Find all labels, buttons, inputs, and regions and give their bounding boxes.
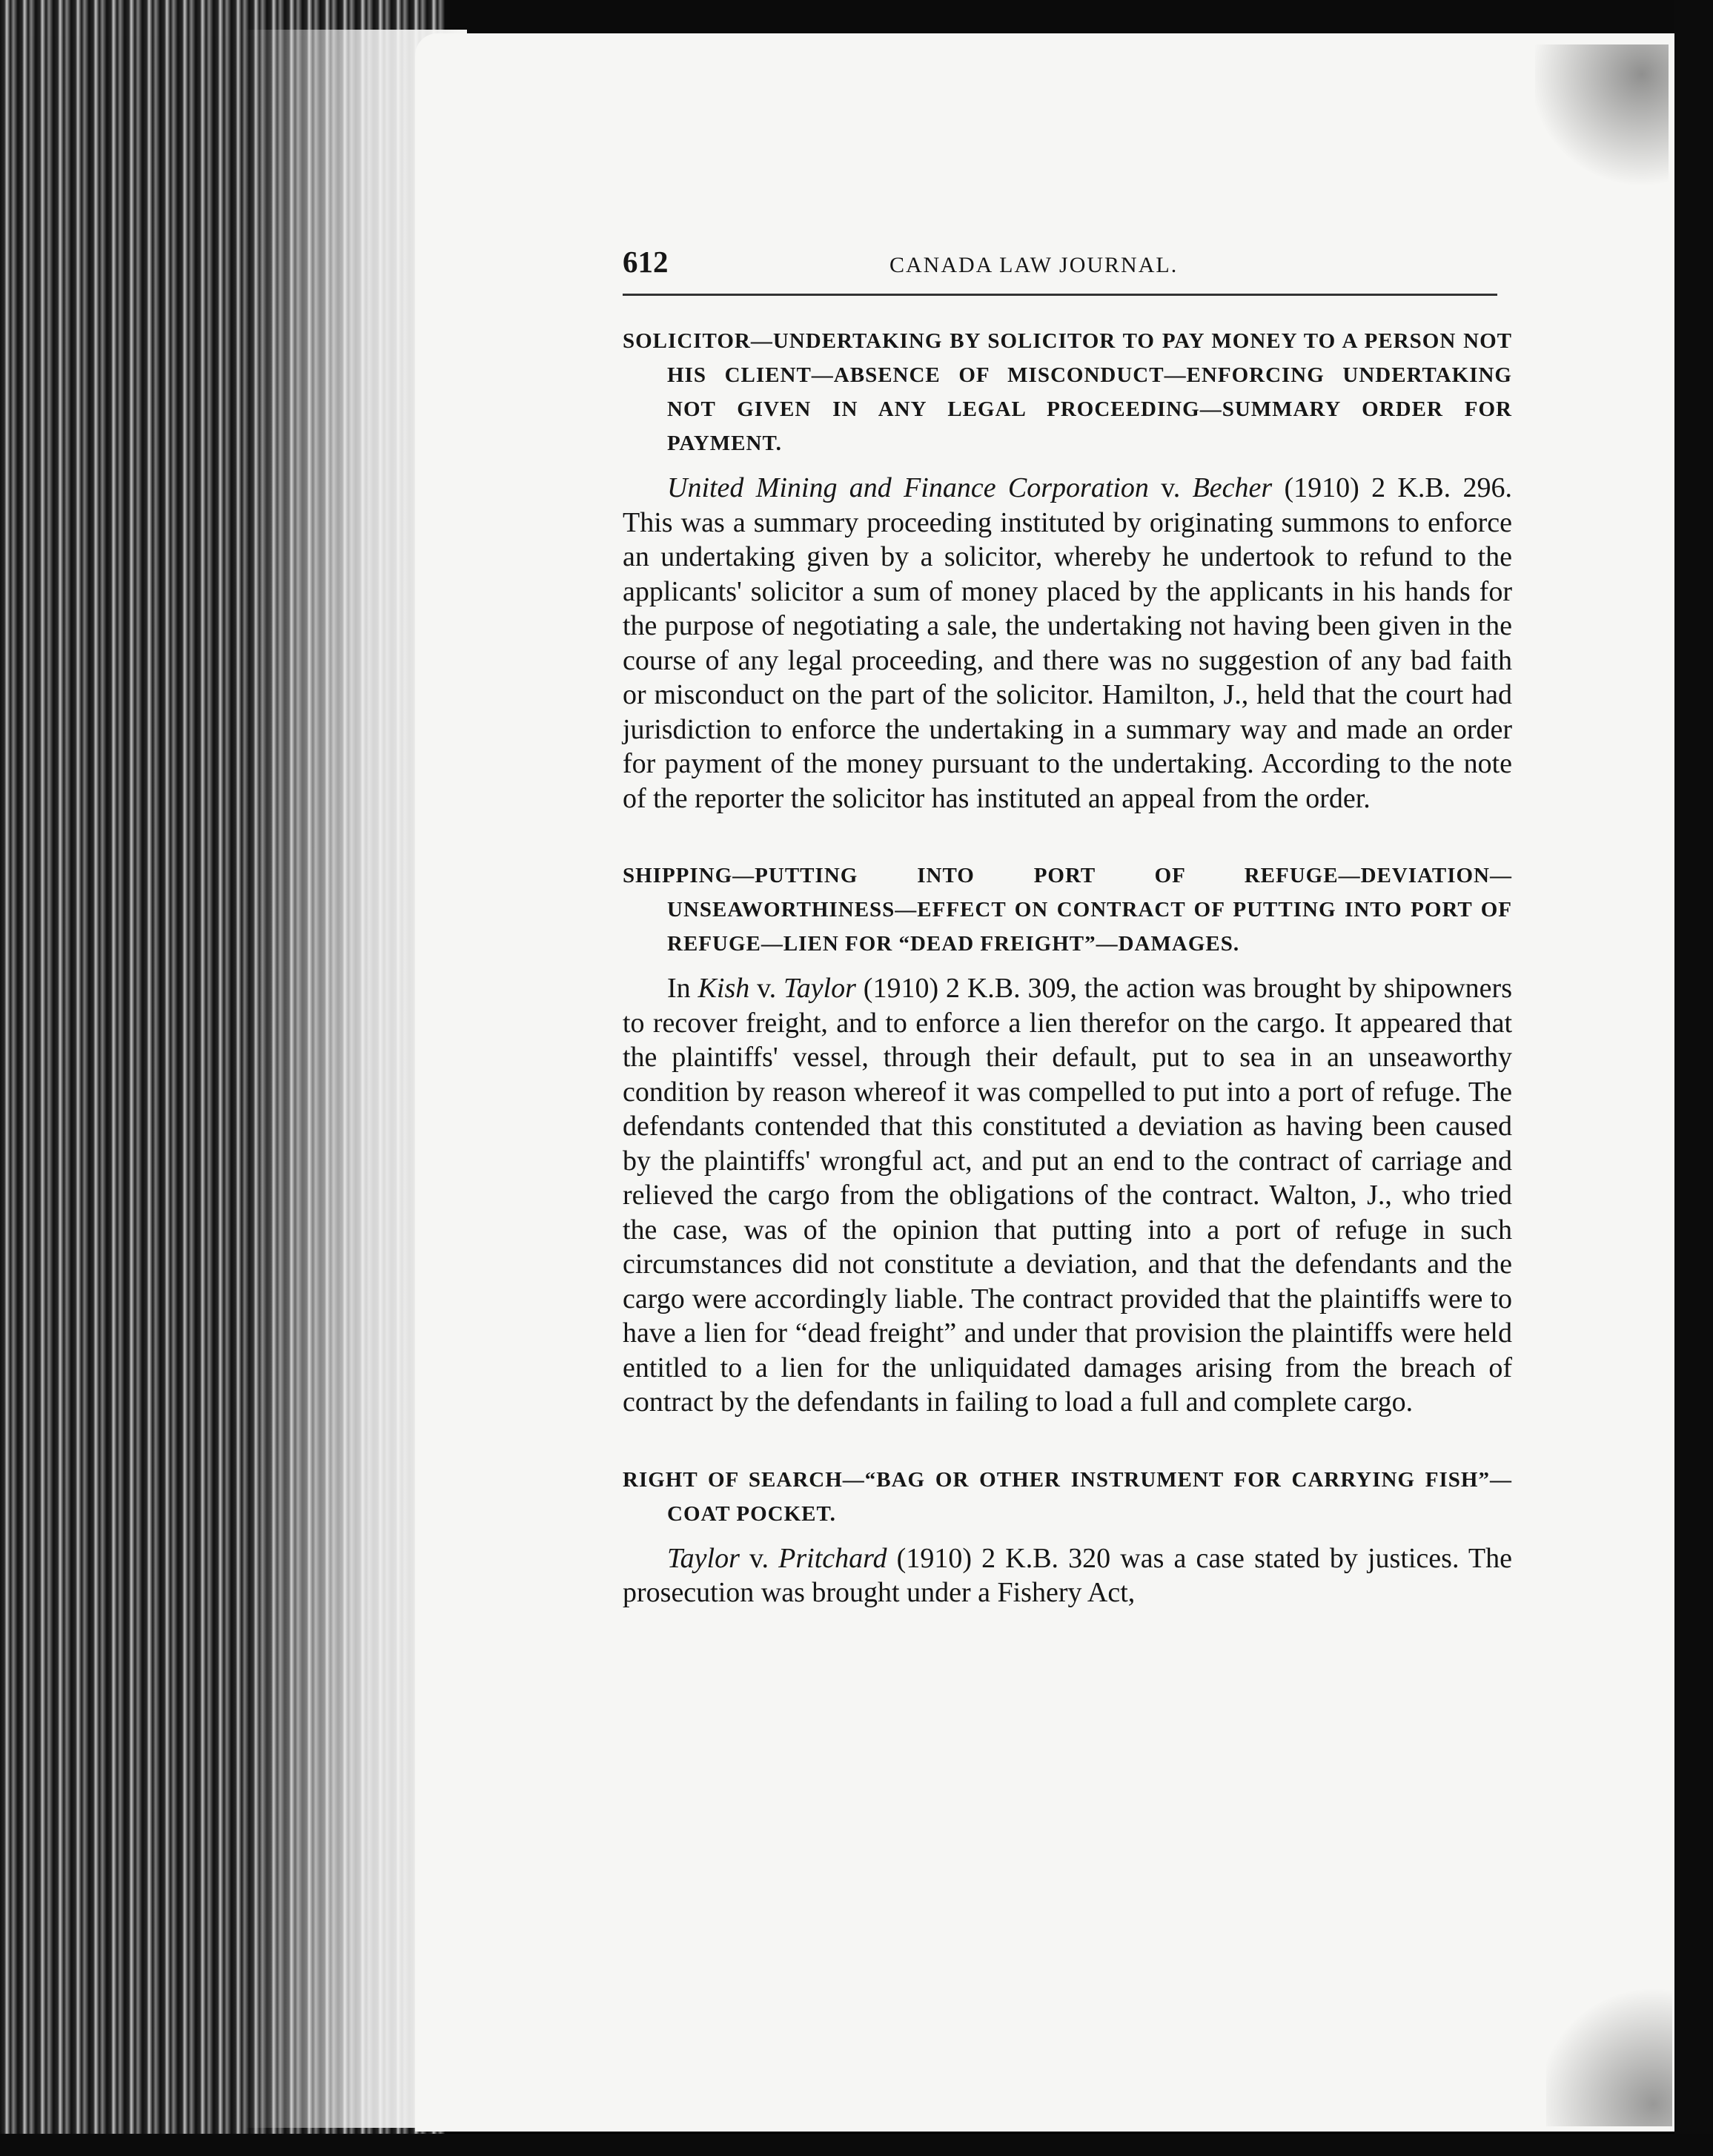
case-versus: v. bbox=[749, 973, 784, 1004]
case-versus: v. bbox=[1148, 472, 1193, 503]
journal-title: CANADA LAW JOURNAL. bbox=[889, 253, 1179, 277]
section-solicitor bbox=[623, 324, 1512, 816]
section-heading bbox=[623, 324, 1512, 460]
section-heading bbox=[623, 859, 1512, 961]
corner-shadow-top bbox=[1535, 44, 1669, 193]
case-defendant: Taylor bbox=[783, 973, 856, 1004]
case-defendant: Pritchard bbox=[778, 1542, 887, 1574]
paragraph-body: (1910) 2 K.B. 296. This was a summary proceeding instituted by originating summons to enforce an undertaking given by a solicitor, whereby he undertook to refund to the applicants' solicitor a sum of money placed by the applicants in his hands for the purpose of negotiating a sale, the undertaking not having been given in the course of any legal proceeding, and there was no suggestion of any bad faith or misconduct on the part of the solicitor. Hamilton, J., held that the court had jurisdiction to enforce the undertaking in a summary way and made an order for payment of the money pursuant to the undertaking. According to the note of the reporter the solicitor has instituted an appeal from the order. bbox=[623, 472, 1512, 814]
section-right-of-search bbox=[623, 1463, 1512, 1610]
section-paragraph bbox=[623, 471, 1512, 816]
section-paragraph bbox=[623, 1541, 1512, 1610]
scan-right-border bbox=[1674, 0, 1713, 2156]
case-versus: v. bbox=[739, 1542, 779, 1574]
section-heading bbox=[623, 1463, 1512, 1531]
case-plaintiff: United Mining and Finance Corporation bbox=[667, 472, 1149, 503]
paragraph-body: (1910) 2 K.B. 320 was a case stated by justices. The prosecution was brought under a Fishery Act, bbox=[623, 1542, 1512, 1608]
paragraph-body: (1910) 2 K.B. 309, the action was brought by shipowners to recover freight, and to enforce a lien therefor on the cargo. It appeared that the plaintiffs' vessel, through their default, put to sea in an unseaworthy condition by reason whereof it was compelled to put into a port of refuge. The defendants contended that this constituted a deviation as having been caused by the plaintiffs' wrongful act, and put an end to the contract of carriage and relieved the cargo from the obligations of the contract. Walton, J., who tried the case, was of the opinion that putting into a port of refuge in such circumstances did not constitute a deviation, and that the defendants and the cargo were accordingly liable. The contract provided that the plaintiffs were to have a lien for “dead freight” and under that provision the plaintiffs were held entitled to a lien for the unliquidated damages arising from the breach of contract by the defendants in failing to load a full and complete cargo. bbox=[623, 973, 1512, 1418]
paragraph-lead: In bbox=[667, 973, 698, 1004]
page-content bbox=[623, 245, 1512, 1653]
case-plaintiff: Taylor bbox=[667, 1542, 740, 1574]
heading-text: SOLICITOR—UNDERTAKING BY SOLICITOR TO PAY MONEY TO A PERSON NOT HIS CLIENT—ABSENCE OF MISCONDUCT—ENFORCING UNDERTAKING NOT GIVEN IN ANY LEGAL PROCEEDING—SUMMARY ORDER FOR PAYMENT. bbox=[623, 329, 1512, 455]
header-rule bbox=[623, 294, 1497, 296]
scan-bottom-border bbox=[0, 2134, 1713, 2156]
section-paragraph bbox=[623, 971, 1512, 1420]
page-number: 612 bbox=[623, 245, 669, 279]
corner-shadow-bottom bbox=[1546, 1978, 1672, 2126]
case-plaintiff: Kish bbox=[698, 973, 750, 1004]
section-shipping bbox=[623, 859, 1512, 1420]
running-head bbox=[623, 245, 1512, 289]
case-defendant: Becher bbox=[1192, 472, 1273, 503]
heading-text: SHIPPING—PUTTING INTO PORT OF REFUGE—DEVIATION—UNSEAWORTHINESS—EFFECT ON CONTRACT OF PUTTING INTO PORT OF REFUGE—LIEN FOR “DEAD FREIGHT”—DAMAGES. bbox=[623, 864, 1512, 956]
gutter-fade bbox=[245, 30, 467, 2128]
heading-text: RIGHT OF SEARCH—“BAG OR OTHER INSTRUMENT FOR CARRYING FISH”—COAT POCKET. bbox=[623, 1467, 1512, 1526]
